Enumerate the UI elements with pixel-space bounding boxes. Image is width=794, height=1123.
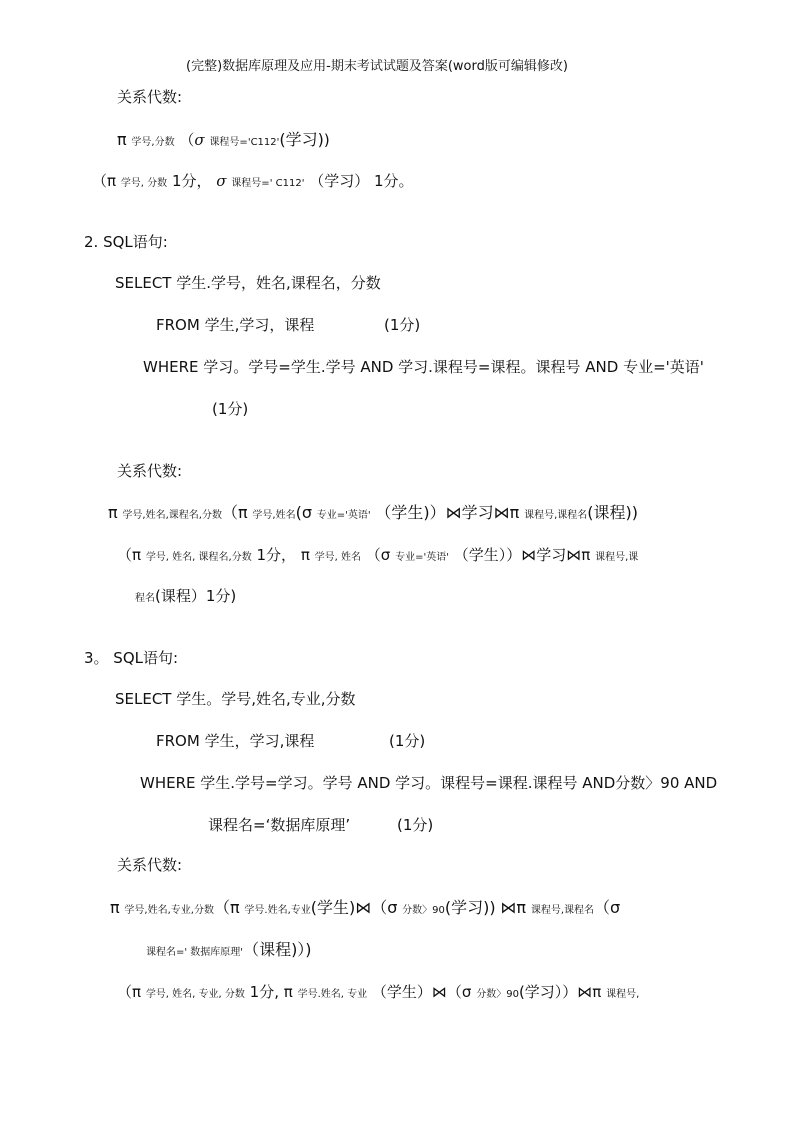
ra-expr-1a	[117, 130, 330, 153]
ra-label-3: 关系代数:	[117, 856, 183, 874]
relation: (学习))	[444, 898, 496, 917]
pi-subscript: 学号, 姓名, 专业, 分数	[145, 989, 245, 1000]
relation: (学习））⋈π	[518, 983, 602, 1001]
pi-subscript: 学号, 姓名, 课程名,分数	[145, 552, 252, 563]
pi-subscript: 课程号,	[606, 989, 640, 1000]
ra-expr-2a	[108, 503, 638, 526]
ra-expr-1b	[92, 171, 414, 194]
relation: (课程))	[587, 503, 639, 522]
pi-subscript: 程名	[135, 593, 155, 604]
sigma-subscript: 课程号='C112'	[209, 137, 280, 148]
section-2-title: 2. SQL语句:	[84, 233, 168, 251]
paren-pi: （π	[117, 546, 142, 564]
paren-close: )	[323, 131, 330, 149]
ra-expr-3b	[146, 940, 312, 963]
sigma-symbol: σ	[216, 172, 227, 190]
pi-symbol: π	[110, 898, 120, 917]
paren-pi: （π	[92, 172, 117, 190]
sql-from-3: FROM 学生，学习,课程	[156, 732, 315, 750]
sigma-subscript: 课程号=' C112'	[231, 178, 305, 189]
paren-pi: （π	[117, 983, 142, 1001]
relation: （学习）	[309, 172, 370, 190]
sigma-subscript: 专业='英语'	[316, 510, 371, 521]
paren-pi: （π	[213, 898, 240, 917]
relation: （学生））	[453, 546, 522, 564]
ra-label-2: 关系代数:	[117, 462, 183, 480]
sigma-open: （σ	[594, 898, 621, 917]
section-3-title: 3。 SQL语句:	[84, 649, 179, 667]
sigma-subscript: 课程名=' 数据库原理'	[146, 947, 244, 958]
score-where-3: (1分)	[397, 816, 434, 834]
pi-subscript: 学号,姓名	[252, 510, 296, 521]
ra-expr-3c	[117, 982, 639, 1005]
paren-open: （	[179, 131, 195, 149]
ra-expr-2c	[135, 586, 236, 609]
sql-from-2: FROM 学生,学习，课程	[156, 316, 315, 334]
pi-subscript: 课程号,课	[595, 552, 639, 563]
pi-symbol: π	[300, 546, 310, 564]
join-operator: ⋈学习⋈π	[521, 546, 591, 564]
pi-subscript: 学号,分数	[131, 137, 175, 148]
ra-label-1: 关系代数:	[117, 88, 183, 106]
sigma-open: （σ	[365, 546, 391, 564]
pi-subscript: 学号, 姓名	[314, 552, 361, 563]
score-where-2: (1分)	[212, 400, 249, 418]
relation: （学生)）	[375, 503, 446, 522]
score-text: 1分，	[256, 546, 297, 564]
sigma-subscript: 专业='英语'	[395, 552, 449, 563]
sql-select-3: SELECT 学生。学号,姓名,专业,分数	[115, 690, 356, 708]
sql-where-3: WHERE 学生.学号=学习。学号 AND 学习。课程号=课程.课程号 AND分数〉90 AND	[140, 774, 718, 792]
pi-subscript: 学号,姓名,专业,分数	[124, 905, 214, 916]
relation: （学生）⋈（σ	[371, 983, 472, 1001]
join-operator: ⋈π	[500, 898, 527, 917]
pi-subscript: 学号.姓名, 专业	[297, 989, 368, 1000]
pi-symbol: π	[283, 983, 293, 1001]
pi-subscript: 学号.姓名,专业	[244, 905, 311, 916]
sigma-subscript: 分数〉90	[476, 989, 519, 1000]
pi-subscript: 课程号,课程名	[524, 510, 588, 521]
score-text: 1分,	[249, 983, 279, 1001]
pi-subscript: 学号, 分数	[120, 178, 168, 189]
relation: （课程)）)	[243, 940, 312, 959]
pi-subscript: 学号,姓名,课程名,分数	[122, 510, 222, 521]
join-operator: ⋈学习⋈π	[445, 503, 520, 522]
relation: (学生)⋈（σ	[310, 898, 398, 917]
pi-subscript: 课程号,课程名	[530, 905, 595, 916]
score-from-2: (1分)	[384, 316, 421, 334]
sql-where-2: WHERE 学习。学号=学生.学号 AND 学习.课程号=课程。课程号 AND 专业='英语'	[143, 358, 704, 376]
document-header: (完整)数据库原理及应用-期末考试试题及答案(word版可编辑修改)	[186, 59, 568, 74]
score-from-3: (1分)	[389, 732, 426, 750]
sigma-subscript: 分数〉90	[402, 905, 445, 916]
sql-where-3b: 课程名=‘数据库原理’	[208, 816, 351, 834]
relation: (课程）1分)	[155, 587, 237, 605]
sigma-symbol: σ	[194, 131, 205, 149]
score-text: 1分，	[171, 172, 212, 190]
paren-pi: （π	[221, 503, 248, 522]
sigma-open: (σ	[295, 503, 312, 522]
pi-symbol: π	[117, 130, 127, 149]
ra-expr-3a	[110, 898, 620, 921]
pi-symbol: π	[108, 503, 118, 522]
sql-select-2: SELECT 学生.学号，姓名,课程名，分数	[115, 274, 381, 292]
score-text: 1分。	[374, 172, 414, 190]
ra-expr-2b	[117, 545, 638, 568]
relation: (学习)	[279, 130, 324, 149]
